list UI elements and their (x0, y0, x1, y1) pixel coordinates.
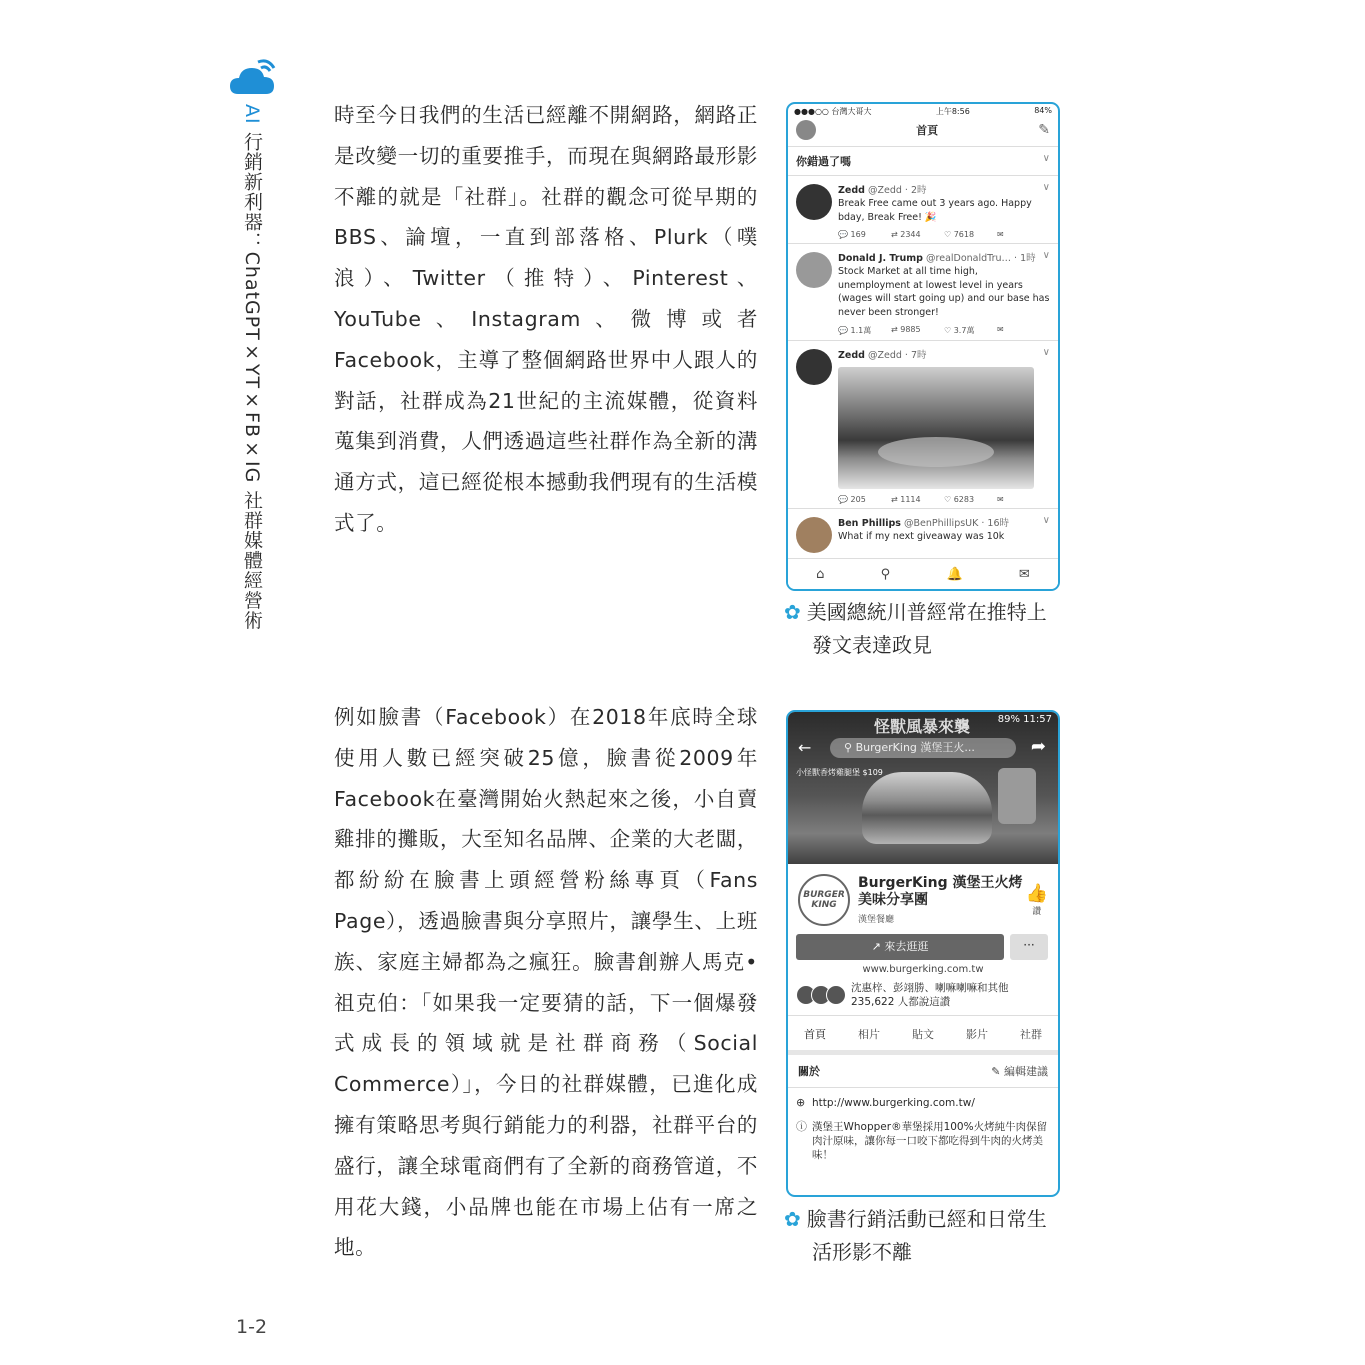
battery-label: 84% (1034, 106, 1052, 115)
promo-text: 小怪獸香烤雞腿堡 $109 (796, 768, 883, 777)
avatar[interactable] (796, 120, 816, 140)
retweet-count[interactable]: ⇄ 1114 (891, 495, 921, 504)
drink-cup-image (998, 768, 1036, 824)
like-count[interactable]: ♡ 3.7萬 (944, 326, 975, 335)
avatar (796, 184, 832, 220)
tweet-handle: @realDonaldTru… · 1時 (926, 253, 1036, 264)
mail-icon[interactable]: ✉ (997, 230, 1004, 239)
reply-count[interactable]: 💬 169 (838, 230, 866, 239)
tweet-item[interactable] (788, 176, 1058, 244)
tweet-item[interactable] (788, 244, 1058, 341)
carrier-label: ●●●○○ 台灣大哥大 (794, 107, 872, 116)
mail-icon[interactable]: ✉ (1018, 566, 1030, 582)
tweet-item[interactable] (788, 509, 1058, 557)
paragraph-1: 時至今日我們的生活已經離不開網路，網路正是改變一切的重要推手，而現在與網路最形影不離的就是「社群」。社群的觀念可從早期的BBS、論壇，一直到部落格、Plurk（噗浪）、Twitter（推特）、Pinterest、YouTube、Instagram、微博或者Facebook，主導了整個網路世界中人跟人的對話，社群成為21世紀的主流媒體，從資料蒐集到消費，人們透過這些社群作為全新的溝通方式，這已經從根本撼動我們現有的生活模式了。 (334, 103, 758, 535)
search-input[interactable]: ⚲ BurgerKing 漢堡王火... (830, 738, 1016, 758)
search-icon[interactable]: ⚲ (880, 566, 891, 582)
book-title-prefix: AI (241, 104, 263, 125)
tweet-text: What if my next giveaway was 10k (838, 531, 1005, 542)
like-count[interactable]: ♡ 6283 (944, 495, 975, 504)
cover-photo (788, 712, 1058, 864)
friend-avatars (796, 985, 841, 1005)
reply-count[interactable]: 💬 1.1萬 (838, 326, 872, 335)
like-label: 讚 (1032, 907, 1042, 917)
time-label: 上午8:56 (935, 107, 970, 116)
page-info (788, 864, 1058, 930)
page-category: 漢堡餐廳 (858, 915, 895, 925)
tweet-handle: @BenPhillipsUK · 16時 (904, 518, 1010, 529)
friends-like-row (788, 975, 1058, 1016)
missed-label: 你錯過了嗎 (796, 155, 851, 168)
bottom-nav (788, 558, 1058, 589)
about-header (788, 1055, 1058, 1088)
tab-posts[interactable]: 貼文 (912, 1028, 934, 1041)
home-icon[interactable]: ⌂ (816, 566, 825, 582)
burgerking-logo: BURGER KING (798, 874, 850, 926)
paragraph-2: 例如臉書（Facebook）在2018年底時全球使用人數已經突破25億，臉書從2009年Facebook在臺灣開始火熱起來之後，小自賣雞排的攤販，大至知名品牌、企業的大老闆，都紛紛在臉書上頭經營粉絲專頁（Fans Page），透過臉書與分享照片，讓學生、上班族、家庭主婦都為之瘋狂。臉書創辦人馬克•祖克伯：「如果我一定要猜的話，下一個爆發式成長的領域就是社群商務（Social Commerce）」，今日的社群媒體，已進化成擁有策略思考與行銷能力的利器，社群平台的盛行，讓全球電商們有了全新的商務管道，不用花大錢，小品牌也能在市場上佔有一席之地。 (334, 705, 758, 1260)
compose-icon[interactable]: ✎ (1038, 122, 1050, 138)
caption-facebook (784, 1203, 1074, 1269)
globe-icon: ⊕ (796, 1096, 806, 1109)
tweet-author: Ben Phillips (838, 518, 901, 529)
caption-line-1: 美國總統川普經常在推特上 (806, 600, 1047, 624)
page-name: BurgerKing 漢堡王火烤美味分享團 (858, 875, 1023, 908)
page-number: 1-2 (236, 1316, 268, 1338)
caption-line-2: 發文表達政見 (812, 633, 932, 657)
tweet-text: Break Free came out 3 years ago. Happy bday, Break Free! 🎉 (838, 198, 1032, 223)
friends-like-text: 沈惠梓、彭翊勝、喇嘛喇嘛和其他235,622 人都說這讚 (851, 982, 1009, 1008)
page-tabs (788, 1016, 1058, 1055)
share-icon[interactable]: ➦ (1030, 736, 1046, 757)
retweet-count[interactable]: ⇄ 9885 (891, 325, 921, 334)
chevron-down-icon[interactable]: ∨ (1042, 153, 1050, 164)
chevron-down-icon[interactable]: ∨ (1042, 515, 1050, 526)
book-title (238, 104, 266, 630)
mail-icon[interactable]: ✉ (997, 495, 1004, 504)
page-title: 首頁 (916, 124, 939, 137)
about-desc-row (788, 1112, 1058, 1164)
tweet-author: Zedd (838, 350, 865, 361)
book-title-rest: 行銷新利器：ChatGPT×YT×FB×IG 社群媒體經營術 (241, 124, 263, 631)
notification-bell-icon[interactable]: 🔔 (946, 566, 963, 582)
facebook-screenshot (786, 710, 1060, 1197)
missed-section (788, 147, 1058, 176)
tweet-photo[interactable] (838, 367, 1034, 489)
info-icon: ⓘ (796, 1120, 807, 1133)
caption-twitter (784, 596, 1074, 662)
tweet-handle: @Zedd · 7時 (867, 350, 927, 361)
avatar (796, 349, 832, 385)
caption-line-1: 臉書行銷活動已經和日常生 (806, 1207, 1047, 1231)
tweet-item[interactable] (788, 341, 1058, 509)
visit-button[interactable]: ↗ 來去逛逛 (796, 934, 1004, 960)
tab-photos[interactable]: 相片 (858, 1028, 880, 1041)
about-label: 關於 (798, 1065, 820, 1078)
about-url-row[interactable] (788, 1088, 1058, 1112)
chevron-down-icon[interactable]: ∨ (1042, 347, 1050, 358)
tweet-handle: @Zedd · 2時 (867, 185, 927, 196)
like-button[interactable] (1026, 883, 1048, 917)
avatar (796, 517, 832, 553)
more-button[interactable]: ··· (1010, 934, 1048, 960)
chevron-down-icon[interactable]: ∨ (1042, 182, 1050, 193)
burger-image (862, 772, 992, 844)
twitter-screenshot (786, 102, 1060, 591)
tab-videos[interactable]: 影片 (966, 1028, 988, 1041)
tweet-text: Stock Market at all time high, unemployment at lowest level in years (wages will start going up) and our base has never been stronger! (838, 266, 1050, 318)
retweet-count[interactable]: ⇄ 2344 (891, 230, 921, 239)
like-count[interactable]: ♡ 7618 (944, 230, 975, 239)
about-description: 漢堡王Whopper®華堡採用100%火烤純牛肉保留肉汁原味，讓你每一口咬下都吃得到牛肉的火烤美味！ (812, 1121, 1048, 1161)
back-arrow-icon[interactable]: ← (798, 738, 812, 757)
gear-icon: ✿ (784, 1207, 801, 1231)
tab-community[interactable]: 社群 (1020, 1028, 1042, 1041)
about-url: http://www.burgerking.com.tw/ (812, 1097, 975, 1109)
caption-line-2: 活形影不離 (812, 1240, 912, 1264)
chevron-down-icon[interactable]: ∨ (1042, 250, 1050, 261)
status-bar (788, 104, 1058, 119)
reply-count[interactable]: 💬 205 (838, 495, 866, 504)
edit-suggestion-button[interactable]: ✎ 編輯建議 (991, 1065, 1048, 1078)
twitter-header (788, 119, 1058, 147)
cloud-logo-icon (228, 56, 278, 98)
mail-icon[interactable]: ✉ (997, 325, 1004, 334)
tab-home[interactable]: 首頁 (804, 1028, 826, 1041)
website-link[interactable]: www.burgerking.com.tw (862, 964, 984, 975)
gear-icon: ✿ (784, 600, 801, 624)
avatar (796, 252, 832, 288)
thumbs-up-icon: 👍 (1025, 883, 1048, 904)
cover-headline: 怪獸風暴來襲 (874, 717, 971, 736)
tweet-author: Donald J. Trump (838, 253, 923, 264)
status-bar: 89% 11:57 (997, 714, 1052, 725)
tweet-author: Zedd (838, 185, 865, 196)
